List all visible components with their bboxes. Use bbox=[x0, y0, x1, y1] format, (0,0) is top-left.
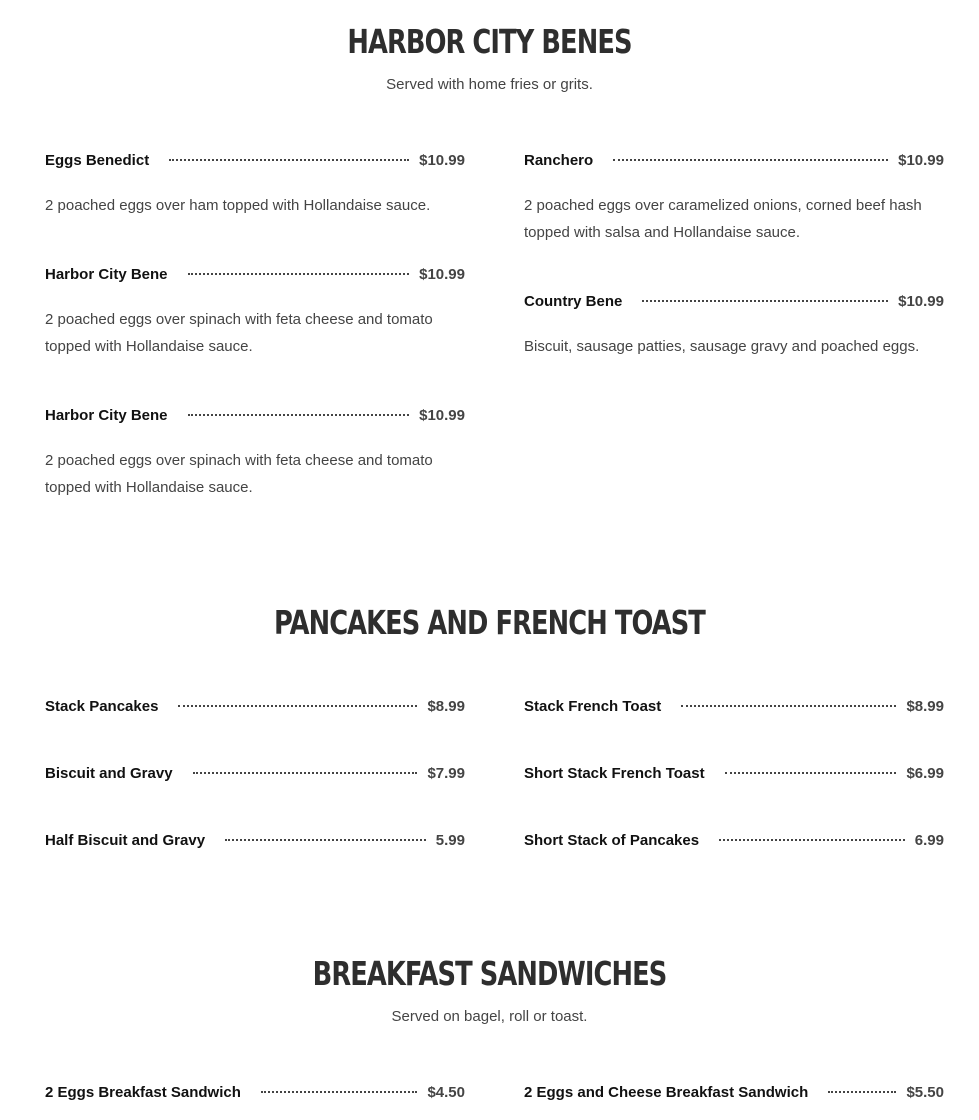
item-description: Biscuit, sausage patties, sausage gravy and poached eggs. bbox=[524, 338, 920, 355]
menu-item bbox=[45, 149, 465, 219]
dot-leader bbox=[225, 839, 426, 841]
item-price: $8.99 bbox=[427, 697, 465, 715]
menu-item bbox=[45, 695, 465, 717]
dot-leader bbox=[642, 300, 888, 302]
item-price: $8.99 bbox=[906, 697, 944, 715]
menu-item bbox=[524, 695, 944, 717]
item-name: Harbor City Bene bbox=[45, 265, 168, 283]
item-description: 2 poached eggs over caramelized onions, corned beef hash topped with salsa and Hollandaise sauce. bbox=[524, 197, 922, 241]
menu-item bbox=[524, 829, 944, 851]
item-name: Short Stack French Toast bbox=[524, 764, 705, 782]
item-price: $7.99 bbox=[427, 764, 465, 782]
item-price: 5.99 bbox=[435, 831, 465, 849]
item-description: 2 poached eggs over spinach with feta cheese and tomato topped with Hollandaise sauce. bbox=[45, 452, 433, 496]
item-name: 2 Eggs and Cheese Breakfast Sandwich bbox=[524, 1083, 809, 1101]
menu-item bbox=[45, 829, 465, 851]
item-price: $6.99 bbox=[906, 764, 944, 782]
item-price: $5.50 bbox=[906, 1083, 944, 1101]
section-title-sandwiches: BREAKFAST SANDWICHES bbox=[312, 954, 667, 993]
item-name: Short Stack of Pancakes bbox=[524, 831, 700, 849]
section-title-pancakes: PANCAKES AND FRENCH TOAST bbox=[274, 603, 705, 642]
item-price: 6.99 bbox=[914, 831, 944, 849]
menu-item bbox=[45, 762, 465, 784]
item-price: $10.99 bbox=[898, 292, 944, 310]
dot-leader bbox=[188, 414, 410, 416]
menu-item bbox=[45, 263, 465, 360]
dot-leader bbox=[681, 705, 896, 707]
section-title-benes: HARBOR CITY BENES bbox=[347, 22, 632, 61]
item-price: $4.50 bbox=[427, 1083, 465, 1101]
menu-item bbox=[524, 762, 944, 784]
item-name: Country Bene bbox=[524, 292, 623, 310]
item-price: $10.99 bbox=[419, 151, 465, 169]
item-price: $10.99 bbox=[419, 265, 465, 283]
menu-item bbox=[524, 149, 944, 246]
item-price: $10.99 bbox=[419, 406, 465, 424]
dot-leader bbox=[719, 839, 905, 841]
dot-leader bbox=[188, 273, 410, 275]
item-description: 2 poached eggs over spinach with feta cheese and tomato topped with Hollandaise sauce. bbox=[45, 311, 433, 355]
section-subtitle-sandwiches: Served on bagel, roll or toast. bbox=[391, 1008, 588, 1025]
item-description: 2 poached eggs over ham topped with Hollandaise sauce. bbox=[45, 197, 431, 214]
menu-item bbox=[45, 404, 465, 501]
menu-item bbox=[524, 290, 944, 360]
item-name: Half Biscuit and Gravy bbox=[45, 831, 206, 849]
item-price: $10.99 bbox=[898, 151, 944, 169]
dot-leader bbox=[613, 159, 888, 161]
dot-leader bbox=[193, 772, 418, 774]
item-name: Ranchero bbox=[524, 151, 594, 169]
item-name: Stack French Toast bbox=[524, 697, 662, 715]
dot-leader bbox=[178, 705, 417, 707]
menu-item bbox=[45, 1081, 465, 1103]
dot-leader bbox=[828, 1091, 896, 1093]
section-subtitle-benes: Served with home fries or grits. bbox=[386, 76, 593, 93]
item-name: Harbor City Bene bbox=[45, 406, 168, 424]
item-name: Stack Pancakes bbox=[45, 697, 159, 715]
dot-leader bbox=[725, 772, 897, 774]
item-name: 2 Eggs Breakfast Sandwich bbox=[45, 1083, 241, 1101]
item-name: Eggs Benedict bbox=[45, 151, 150, 169]
dot-leader bbox=[169, 159, 409, 161]
menu-item bbox=[524, 1081, 944, 1103]
dot-leader bbox=[261, 1091, 418, 1093]
item-name: Biscuit and Gravy bbox=[45, 764, 173, 782]
